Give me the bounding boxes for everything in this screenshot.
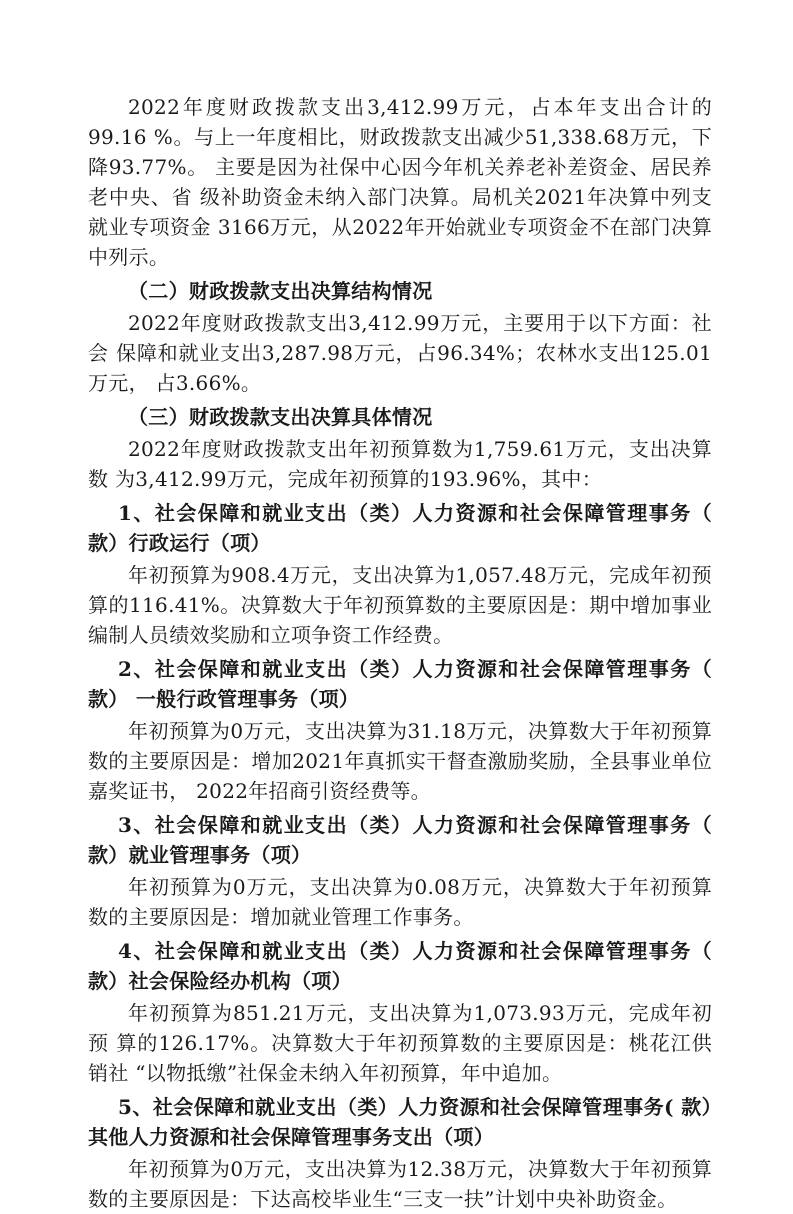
item-heading-3: 3、社会保障和就业支出（类）人力资源和社会保障管理事务（ 款）就业管理事务（项） [88, 813, 712, 867]
section-heading-structure: （二）财政拨款支出决算结构情况 [128, 279, 433, 303]
item-body-2: 年初预算为0万元，支出决算为31.18万元，决算数大于年初预算 数的主要原因是：增加2021年真抓实干督查激励奖励，全县事业单位 嘉奖证书， 2022年招商引资经费等。 [88, 719, 712, 803]
item-heading-4: 4、社会保障和就业支出（类）人力资源和社会保障管理事务（ 款）社会保险经办机构（项） [88, 939, 712, 993]
item-body-5: 年初预算为0万元，支出决算为12.38万元，决算数大于年初预算数的主要原因是：下达高校毕业生“三支一扶”计划中央补助资金。 [88, 1157, 712, 1211]
item-heading-1: 1、社会保障和就业支出（类）人力资源和社会保障管理事务（ 款）行政运行（项） [88, 501, 712, 555]
item-body-1: 年初预算为908.4万元，支出决算为1,057.48万元，完成年初预 算的116.41%。决算数大于年初预算数的主要原因是：期中增加事业 编制人员绩效奖励和立项争资工作经费。 [88, 563, 712, 647]
paragraph-structure: 2022年度财政拨款支出3,412.99万元，主要用于以下方面：社会 保障和就业支出3,287.98万元，占96.34%；农林水支出125.01万元， 占3.66%。 [88, 311, 713, 395]
section-heading-details: （三）财政拨款支出决算具体情况 [128, 405, 433, 429]
paragraph-details: 2022年度财政拨款支出年初预算数为1,759.61万元，支出决算数 为3,412.99万元，完成年初预算的193.96%，其中： [88, 437, 712, 491]
item-heading-2: 2、社会保障和就业支出（类）人力资源和社会保障管理事务（ 款） 一般行政管理事务（项） [88, 657, 712, 711]
item-body-3: 年初预算为0万元，支出决算为0.08万元，决算数大于年初预算 数的主要原因是：增加就业管理工作事务。 [88, 875, 712, 929]
paragraph-expenditure-overview: 2022年度财政拨款支出3,412.99万元，占本年支出合计的99.16 %。与上一年度相比，财政拨款支出减少51,338.68万元，下降93.77%。 主要是因为社保中心因今年机关养老补差资金、居民养老中央、省 级补助资金未纳入部门决算。局机关2021年决算中列支就业专项资金 3166万元，从2022年开始就业专项资金不在部门决算中列示。 [88, 95, 712, 269]
item-body-4: 年初预算为851.21万元，支出决算为1,073.93万元，完成年初预 算的126.17%。决算数大于年初预算数的主要原因是：桃花江供销社 “以物抵缴”社保金未纳入年初预算，年中追加。 [88, 1001, 712, 1085]
document-page [88, 92, 712, 1214]
item-heading-5: 5、社会保障和就业支出（类）人力资源和社会保障管理事务( 款）其他人力资源和社会保障管理事务支出（项） [88, 1095, 712, 1149]
